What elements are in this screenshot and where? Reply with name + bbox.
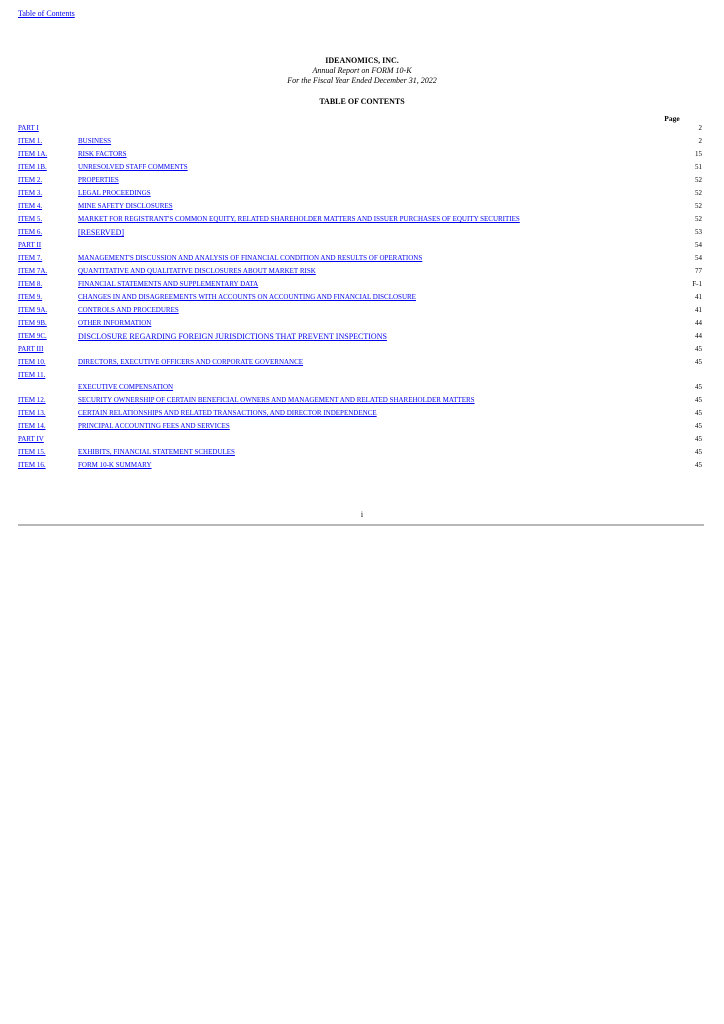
toc-row (18, 291, 704, 304)
toc-item-link[interactable]: ITEM 9B. (18, 319, 47, 327)
toc-page-number: 2 (698, 124, 702, 132)
toc-page-number: 52 (695, 176, 702, 184)
toc-page-number: 45 (695, 345, 702, 353)
toc-page-number: 52 (695, 215, 702, 223)
toc-page-number: 41 (695, 293, 702, 301)
toc-page-number: 45 (695, 383, 702, 391)
toc-page-number: 45 (695, 358, 702, 366)
toc-row (18, 459, 704, 472)
toc-page-number: 51 (695, 163, 702, 171)
toc-page-number: 2 (698, 137, 702, 145)
toc-row (18, 407, 704, 420)
toc-page-number: 15 (695, 150, 702, 158)
toc-item-link[interactable]: ITEM 7A. (18, 267, 48, 275)
toc-title-link[interactable]: CERTAIN RELATIONSHIPS AND RELATED TRANSACTIONS, AND DIRECTOR INDEPENDENCE (78, 409, 377, 417)
toc-row (18, 420, 704, 433)
toc-item-link[interactable]: ITEM 1A. (18, 150, 48, 158)
toc-title-link[interactable]: BUSINESS (78, 137, 112, 145)
toc-row (18, 213, 704, 226)
toc-title-link[interactable]: LEGAL PROCEEDINGS (78, 189, 151, 197)
toc-page-number: 45 (695, 461, 702, 469)
page-number: i (360, 510, 364, 519)
toc-page-number: 52 (695, 202, 702, 210)
toc-row (18, 174, 704, 187)
toc-page-number: 45 (695, 448, 702, 456)
toc-title-link[interactable]: UNRESOLVED STAFF COMMENTS (78, 163, 188, 171)
toc-item-link[interactable]: ITEM 7. (18, 254, 43, 262)
toc-row (18, 317, 704, 330)
toc-title-link[interactable]: DIRECTORS, EXECUTIVE OFFICERS AND CORPORATE GOVERNANCE (78, 358, 304, 366)
page-column-header: Page (664, 114, 680, 123)
toc-row (18, 200, 704, 213)
toc-title-link[interactable]: DISCLOSURE REGARDING FOREIGN JURISDICTIONS THAT PREVENT INSPECTIONS (78, 332, 387, 341)
toc-row (18, 252, 704, 265)
toc-row (18, 394, 704, 407)
toc-item-link[interactable]: ITEM 6. (18, 228, 43, 236)
toc-title-link[interactable]: PROPERTIES (78, 176, 119, 184)
toc-list (18, 122, 704, 472)
toc-title-link[interactable]: FINANCIAL STATEMENTS AND SUPPLEMENTARY DATA (78, 280, 259, 288)
toc-title-link[interactable]: MINE SAFETY DISCLOSURES (78, 202, 173, 210)
toc-title: TABLE OF CONTENTS (319, 97, 405, 106)
toc-item-link[interactable]: ITEM 14. (18, 422, 46, 430)
fiscal-year-subtitle: For the Fiscal Year Ended December 31, 2022 (287, 76, 437, 85)
report-subtitle: Annual Report on FORM 10-K (312, 66, 412, 75)
toc-item-link[interactable]: ITEM 1B. (18, 163, 47, 171)
toc-row (18, 330, 704, 343)
toc-page-number: 41 (695, 306, 702, 314)
table-of-contents-link[interactable]: Table of Contents (18, 9, 75, 18)
toc-item-link[interactable]: ITEM 12. (18, 396, 46, 404)
toc-page-number: 53 (695, 228, 702, 236)
toc-item-link[interactable]: PART II (18, 241, 42, 249)
toc-page-number: 77 (695, 267, 702, 275)
company-name: IDEANOMICS, INC. (325, 56, 399, 65)
toc-page-number: 45 (695, 409, 702, 417)
toc-title-link[interactable]: EXECUTIVE COMPENSATION (78, 383, 174, 391)
toc-row (18, 343, 704, 356)
toc-row (18, 265, 704, 278)
toc-title-link[interactable]: [RESERVED] (78, 228, 125, 237)
toc-item-link[interactable]: ITEM 13. (18, 409, 46, 417)
toc-item-link[interactable]: ITEM 1. (18, 137, 43, 145)
toc-row (18, 356, 704, 369)
toc-page-number: 44 (695, 332, 702, 340)
toc-row (18, 161, 704, 174)
toc-title-link[interactable]: CHANGES IN AND DISAGREEMENTS WITH ACCOUNTS ON ACCOUNTING AND FINANCIAL DISCLOSURE (78, 293, 416, 301)
toc-row (18, 135, 704, 148)
toc-row (18, 304, 704, 317)
toc-page-number: F-1 (692, 280, 702, 288)
page-divider (18, 524, 704, 526)
toc-item-link[interactable]: ITEM 16. (18, 461, 46, 469)
toc-page-number: 45 (695, 396, 702, 404)
toc-item-link[interactable]: ITEM 2. (18, 176, 43, 184)
toc-page-number: 54 (695, 241, 702, 249)
toc-title-link[interactable]: QUANTITATIVE AND QUALITATIVE DISCLOSURES ABOUT MARKET RISK (78, 267, 316, 275)
toc-page-number: 45 (695, 435, 702, 443)
toc-item-link[interactable]: PART III (18, 345, 44, 353)
toc-title-link[interactable]: MANAGEMENT'S DISCUSSION AND ANALYSIS OF FINANCIAL CONDITION AND RESULTS OF OPERATIONS (78, 254, 423, 262)
toc-title-link[interactable]: SECURITY OWNERSHIP OF CERTAIN BENEFICIAL OWNERS AND MANAGEMENT AND RELATED SHAREHOLDER MATTERS (78, 396, 475, 404)
toc-title-link[interactable]: RISK FACTORS (78, 150, 127, 158)
toc-item-link[interactable]: ITEM 4. (18, 202, 43, 210)
toc-item-link[interactable]: ITEM 15. (18, 448, 46, 456)
toc-row (18, 148, 704, 161)
toc-item-link[interactable]: ITEM 5. (18, 215, 43, 223)
toc-item-link[interactable]: ITEM 8. (18, 280, 43, 288)
toc-title-link[interactable]: MARKET FOR REGISTRANT'S COMMON EQUITY, RELATED SHAREHOLDER MATTERS AND ISSUER PURCHASES OF EQUITY SECURITIES (78, 215, 520, 223)
toc-row (18, 369, 704, 394)
toc-page-number: 52 (695, 189, 702, 197)
toc-title-link[interactable]: PRINCIPAL ACCOUNTING FEES AND SERVICES (78, 422, 230, 430)
toc-row (18, 433, 704, 446)
toc-item-link[interactable]: ITEM 10. (18, 358, 46, 366)
toc-title-link[interactable]: EXHIBITS, FINANCIAL STATEMENT SCHEDULES (78, 448, 235, 456)
toc-page-number: 44 (695, 319, 702, 327)
toc-row (18, 446, 704, 459)
toc-item-link[interactable]: ITEM 9. (18, 293, 43, 301)
toc-page-number: 54 (695, 254, 702, 262)
toc-page-number: 45 (695, 422, 702, 430)
toc-row (18, 226, 704, 239)
toc-row (18, 187, 704, 200)
toc-row (18, 278, 704, 291)
toc-row (18, 239, 704, 252)
toc-item-link[interactable]: ITEM 3. (18, 189, 43, 197)
toc-item-link[interactable]: PART IV (18, 435, 44, 443)
toc-item-link[interactable]: PART I (18, 124, 39, 132)
toc-item-link[interactable]: ITEM 11. (18, 371, 46, 379)
toc-title-link[interactable]: FORM 10-K SUMMARY (78, 461, 152, 469)
toc-title-link[interactable]: OTHER INFORMATION (78, 319, 152, 327)
toc-item-link[interactable]: ITEM 9C. (18, 332, 47, 340)
toc-item-link[interactable]: ITEM 9A. (18, 306, 48, 314)
toc-row (18, 122, 704, 135)
toc-title-link[interactable]: CONTROLS AND PROCEDURES (78, 306, 179, 314)
